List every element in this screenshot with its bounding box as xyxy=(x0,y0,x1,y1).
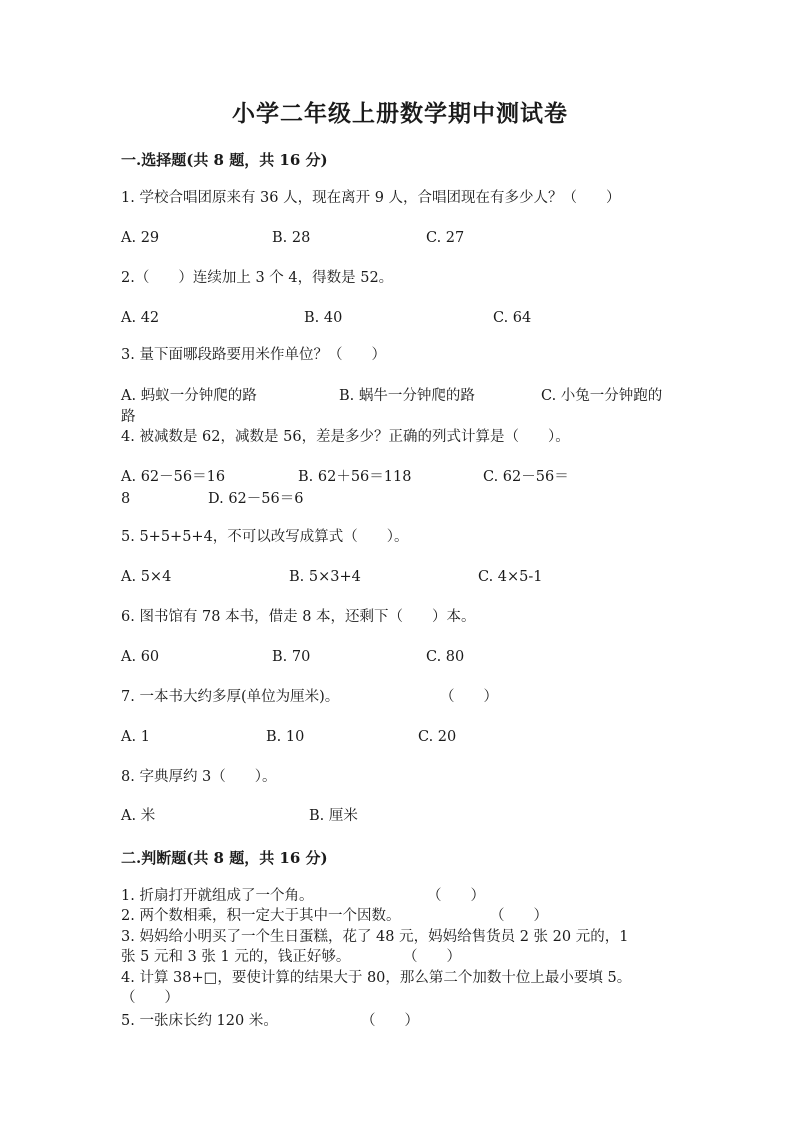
option-1b: B. 28 xyxy=(272,230,311,246)
option-5b: B. 5×3+4 xyxy=(289,569,361,585)
option-3b: B. 蜗牛一分钟爬的路 xyxy=(339,388,475,404)
option-4b: B. 62＋56＝118 xyxy=(298,469,412,485)
judge-2-blank: （ ） xyxy=(490,908,548,924)
option-7c: C. 20 xyxy=(418,729,457,745)
option-5a: A. 5×4 xyxy=(121,569,172,585)
option-3c-wrap: 路 xyxy=(121,409,136,425)
judge-3-blank: （ ） xyxy=(403,949,461,965)
judge-3: 3. 妈妈给小明买了一个生日蛋糕，花了 48 元，妈妈给售货员 2 张 20 元的，1 xyxy=(121,929,629,945)
section-heading-judge: 二.判断题(共 8 题，共 16 分) xyxy=(121,849,328,867)
option-8a: A. 米 xyxy=(121,808,156,824)
option-6c: C. 80 xyxy=(426,649,465,665)
judge-5-blank: （ ） xyxy=(361,1013,419,1029)
judge-2: 2. 两个数相乘，积一定大于其中一个因数。 xyxy=(121,908,401,924)
option-2a: A. 42 xyxy=(121,310,160,326)
question-5: 5. 5+5+5+4，不可以改写成算式（ ）。 xyxy=(121,529,409,545)
question-1: 1. 学校合唱团原来有 36 人，现在离开 9 人，合唱团现在有多少人？（ ） xyxy=(121,190,621,206)
option-3a: A. 蚂蚁一分钟爬的路 xyxy=(121,388,257,404)
page-title: 小学二年级上册数学期中测试卷 xyxy=(232,100,568,127)
judge-1-blank: （ ） xyxy=(427,888,485,904)
option-6a: A. 60 xyxy=(121,649,160,665)
option-6b: B. 70 xyxy=(272,649,311,665)
question-4: 4. 被减数是 62，减数是 56，差是多少？正确的列式计算是（ ）。 xyxy=(121,429,570,445)
judge-4: 4. 计算 38+□，要使计算的结果大于 80，那么第二个加数十位上最小要填 5。 xyxy=(121,970,632,986)
question-2: 2.（ ）连续加上 3 个 4，得数是 52。 xyxy=(121,270,394,286)
option-8b: B. 厘米 xyxy=(309,808,358,824)
option-7b: B. 10 xyxy=(266,729,305,745)
question-8: 8. 字典厚约 3（ ）。 xyxy=(121,769,277,785)
question-6: 6. 图书馆有 78 本书，借走 8 本，还剩下（ ）本。 xyxy=(121,609,476,625)
answer-blank-7: （ ） xyxy=(440,689,498,705)
option-4c-wrap: 8 xyxy=(121,491,131,507)
option-4c: C. 62－56＝ xyxy=(483,469,569,485)
option-2b: B. 40 xyxy=(304,310,343,326)
judge-1: 1. 折扇打开就组成了一个角。 xyxy=(121,888,314,904)
option-3c: C. 小兔一分钟跑的 xyxy=(541,388,663,404)
judge-3-cont: 张 5 元和 3 张 1 元的，钱正好够。 xyxy=(121,949,351,965)
option-1c: C. 27 xyxy=(426,230,465,246)
option-2c: C. 64 xyxy=(493,310,532,326)
question-7: 7. 一本书大约多厚(单位为厘米)。 xyxy=(121,689,340,705)
option-5c: C. 4×5-1 xyxy=(478,569,543,585)
option-1a: A. 29 xyxy=(121,230,160,246)
section-heading-choice: 一.选择题(共 8 题，共 16 分) xyxy=(121,151,328,169)
option-4a: A. 62－56＝16 xyxy=(121,469,226,485)
option-7a: A. 1 xyxy=(121,729,150,745)
option-4d: D. 62－56＝6 xyxy=(208,491,304,507)
question-3: 3. 量下面哪段路要用米作单位？（ ） xyxy=(121,347,386,363)
judge-5: 5. 一张床长约 120 米。 xyxy=(121,1013,278,1029)
judge-4-blank: （ ） xyxy=(121,990,179,1006)
